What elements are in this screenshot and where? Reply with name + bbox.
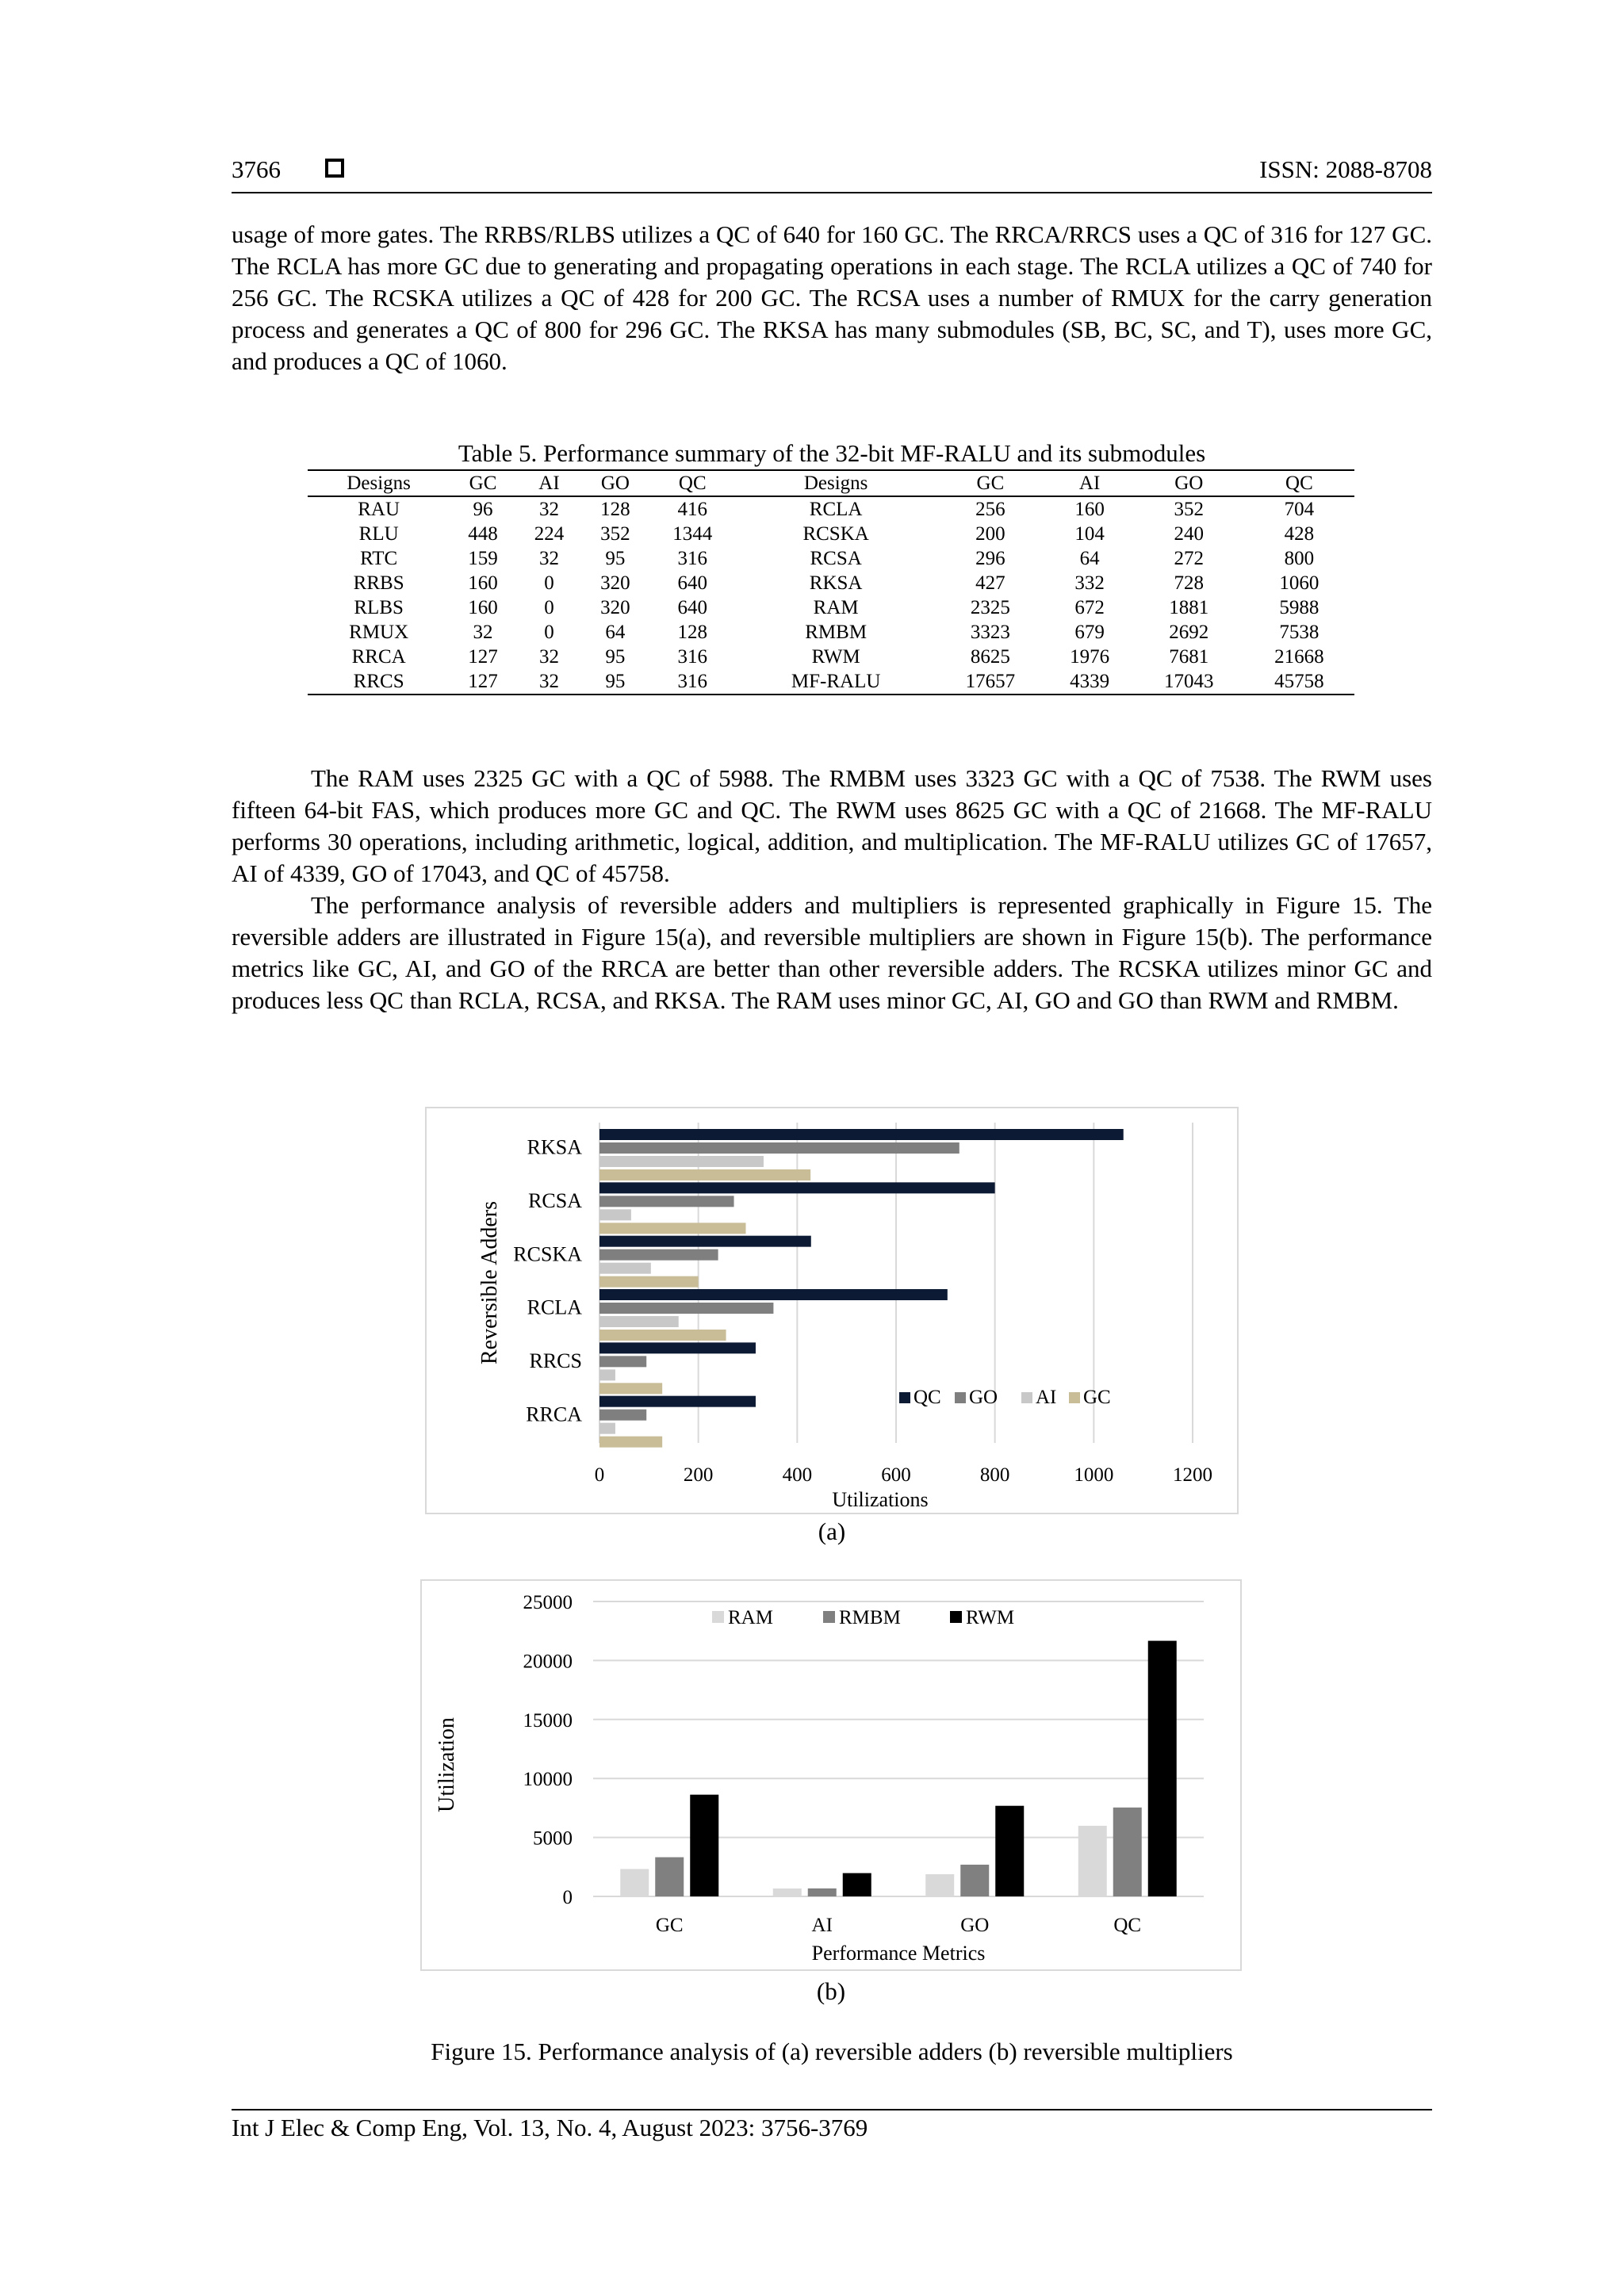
bar-ai-rrcs	[599, 1369, 615, 1380]
table-header-cell: GC	[450, 470, 515, 496]
table-cell: 672	[1074, 597, 1105, 618]
table-header-cell: GO	[582, 470, 648, 496]
table-cell: 428	[1284, 523, 1315, 545]
bar-rwm-gc	[690, 1795, 718, 1896]
y-category-label: RCLA	[527, 1295, 582, 1319]
table-cell: 316	[649, 669, 737, 695]
y-category-label: RCSA	[528, 1189, 582, 1212]
bar-ai-rrca	[599, 1423, 615, 1434]
bar-go-rcska	[599, 1249, 718, 1261]
table-header-cell: GO	[1134, 470, 1244, 496]
bar-qc-rcska	[599, 1236, 811, 1247]
bar-gc-rcsa	[599, 1223, 746, 1234]
table-row	[308, 571, 1354, 595]
legend-label: AI	[1036, 1387, 1057, 1408]
bar-qc-rrcs	[599, 1342, 756, 1353]
table-row	[308, 595, 1354, 620]
table-caption: Table 5. Performance summary of the 32-bit MF-RALU and its submodules	[458, 439, 1206, 467]
table-cell: RMUX	[349, 622, 409, 643]
chart-reversible-adders	[427, 1108, 1237, 1513]
bar-ram-qc	[1078, 1826, 1107, 1896]
table-cell: 95	[605, 646, 626, 668]
table-cell: 17657	[935, 669, 1045, 695]
bar-ram-gc	[620, 1869, 649, 1896]
table-cell: RCLA	[809, 499, 863, 520]
table-cell: RRCA	[351, 646, 406, 668]
table-cell: 0	[544, 597, 554, 618]
x-tick-label: 400	[782, 1464, 813, 1486]
table-cell: RLBS	[354, 597, 404, 618]
table-cell: 1060	[1279, 572, 1320, 594]
table-cell: 32	[538, 548, 559, 569]
table-cell: 1976	[1070, 646, 1110, 668]
table-cell: 96	[473, 499, 493, 520]
legend-label: GC	[1083, 1387, 1111, 1408]
bar-ai-rksa	[599, 1156, 764, 1167]
table-cell: 416	[677, 499, 708, 520]
legend-swatch-ram	[712, 1611, 724, 1623]
x-tick-label: 1200	[1173, 1464, 1212, 1486]
bar-ai-rcla	[599, 1316, 679, 1327]
table-cell: 3323	[970, 622, 1010, 643]
bar-gc-rrca	[599, 1437, 662, 1448]
table-cell: 640	[677, 572, 708, 594]
legend-label: QC	[914, 1387, 941, 1408]
bar-qc-rcsa	[599, 1182, 995, 1193]
table-cell: 352	[600, 523, 630, 545]
table-body	[308, 496, 1354, 695]
table-cell: 200	[975, 523, 1005, 545]
table-row	[308, 522, 1354, 546]
table-cell: 800	[1284, 548, 1315, 569]
table-cell: 352	[1174, 499, 1205, 520]
bar-rmbm-ai	[808, 1888, 837, 1896]
y-tick-label: 15000	[523, 1709, 573, 1732]
table-cell: 0	[544, 572, 554, 594]
table-row	[308, 669, 1354, 695]
table-cell: 21668	[1274, 646, 1324, 668]
bar-go-rksa	[599, 1142, 959, 1154]
table-cell: 679	[1074, 622, 1105, 643]
footer-rule	[232, 2109, 1432, 2110]
y-axis-label: Utilization	[435, 1717, 459, 1812]
x-category-label: AI	[811, 1915, 833, 1936]
bar-rmbm-go	[960, 1865, 989, 1896]
chart-a-frame	[425, 1107, 1239, 1514]
chart-a-sublabel: (a)	[818, 1517, 846, 1545]
y-category-label: RCSKA	[513, 1242, 582, 1266]
table-cell: RTC	[360, 548, 398, 569]
table-cell: 32	[473, 622, 493, 643]
legend-swatch-rwm	[950, 1611, 962, 1623]
y-tick-label: 5000	[533, 1827, 573, 1850]
table-cell: 272	[1174, 548, 1205, 569]
table-cell: RLU	[358, 523, 399, 545]
table-header-row	[308, 470, 1354, 496]
table-cell: 104	[1074, 523, 1105, 545]
table-header-cell: QC	[1244, 470, 1354, 496]
bar-go-rcla	[599, 1303, 773, 1314]
bar-ram-go	[925, 1874, 954, 1896]
table-cell: 32	[538, 646, 559, 668]
table-cell: 159	[468, 548, 498, 569]
table-cell: 17043	[1134, 669, 1244, 695]
x-category-label: QC	[1113, 1915, 1142, 1936]
bar-gc-rcla	[599, 1330, 726, 1341]
table-cell: MF-RALU	[737, 669, 935, 695]
legend-swatch-ai	[1021, 1392, 1032, 1403]
table-cell: 256	[975, 499, 1005, 520]
table-cell: 160	[468, 597, 498, 618]
paragraph-text: The RAM uses 2325 GC with a QC of 5988. The RMBM uses 3323 GC with a QC of 7538. The RWM uses fifteen 64-bit FAS, which produces more GC and QC. The RWM uses 8625 GC with a QC of 21668. The MF-RALU performs 30 operations, including arithmetic, logical, addition, and multiplication. The MF-RALU utilizes GC of 17657, AI of 4339, GO of 17043, and QC of 45758.	[232, 764, 1432, 887]
table-cell: 7681	[1169, 646, 1209, 668]
legend-swatch-go	[955, 1392, 966, 1403]
table-cell: 728	[1174, 572, 1205, 594]
table-cell: 32	[516, 669, 582, 695]
x-tick-label: 200	[683, 1464, 714, 1486]
x-tick-label: 600	[881, 1464, 911, 1486]
table-cell: 95	[605, 548, 626, 569]
table-cell: 95	[582, 669, 648, 695]
table-cell: 8625	[970, 646, 1010, 668]
bar-ai-rcsa	[599, 1209, 631, 1220]
y-tick-label: 25000	[523, 1592, 573, 1613]
page-header	[232, 155, 1432, 197]
body-paragraph-1	[232, 219, 1432, 377]
table-cell: 7538	[1279, 622, 1320, 643]
legend-swatch-rmbm	[823, 1611, 835, 1623]
table-cell: 32	[538, 499, 559, 520]
bar-rwm-qc	[1148, 1641, 1177, 1896]
y-tick-label: 20000	[523, 1651, 573, 1673]
table-cell: RCSA	[810, 548, 862, 569]
bar-gc-rksa	[599, 1169, 810, 1181]
bar-qc-rrca	[599, 1396, 756, 1407]
table-cell: 2325	[970, 597, 1010, 618]
legend-label: RAM	[728, 1607, 773, 1628]
table-cell: 2692	[1169, 622, 1209, 643]
table-header-cell: AI	[516, 470, 582, 496]
x-axis-label: Utilizations	[832, 1488, 929, 1511]
table-cell: 320	[600, 597, 630, 618]
table-cell: RCSKA	[802, 523, 869, 545]
table-cell: RRCS	[308, 669, 450, 695]
table-cell: 128	[600, 499, 630, 520]
bar-qc-rksa	[599, 1129, 1124, 1140]
table-cell: 640	[677, 597, 708, 618]
bar-rmbm-gc	[655, 1858, 684, 1896]
body-paragraph-2	[232, 763, 1432, 1016]
table-cell: 1881	[1169, 597, 1209, 618]
y-category-label: RRCA	[526, 1402, 582, 1426]
table-cell: 316	[677, 548, 708, 569]
bar-rwm-ai	[843, 1873, 871, 1896]
table-header-cell: GC	[935, 470, 1045, 496]
legend-label: GO	[969, 1387, 998, 1408]
table-cell: 427	[975, 572, 1005, 594]
table-cell: 224	[534, 523, 565, 545]
legend-swatch-qc	[899, 1392, 910, 1403]
table-row	[308, 645, 1354, 669]
x-tick-label: 800	[979, 1464, 1010, 1486]
bar-go-rcsa	[599, 1196, 734, 1207]
table-cell: 160	[1074, 499, 1105, 520]
x-tick-label: 1000	[1074, 1464, 1114, 1486]
table-row	[308, 546, 1354, 571]
page-footer: Int J Elec & Comp Eng, Vol. 13, No. 4, August 2023: 3756-3769	[232, 2114, 868, 2141]
table-cell: RAM	[813, 597, 859, 618]
table-cell: 316	[677, 646, 708, 668]
chart-b-sublabel: (b)	[816, 1977, 846, 2005]
table-header-cell: Designs	[308, 470, 450, 496]
table-row	[308, 620, 1354, 645]
figure-caption: Figure 15. Performance analysis of (a) reversible adders (b) reversible multipliers	[431, 2038, 1233, 2065]
y-tick-label: 10000	[523, 1769, 573, 1791]
bar-rwm-go	[995, 1806, 1024, 1896]
table-cell: 4339	[1045, 669, 1133, 695]
table-cell: 127	[468, 646, 498, 668]
table-cell: 332	[1074, 572, 1105, 594]
table-cell: 64	[605, 622, 626, 643]
table-cell: 45758	[1244, 669, 1354, 695]
table-cell: 128	[677, 622, 708, 643]
chart-reversible-multipliers	[422, 1581, 1240, 1969]
legend-label: RWM	[966, 1607, 1015, 1628]
table-header-cell: AI	[1045, 470, 1133, 496]
y-category-label: RRCS	[529, 1349, 582, 1372]
table-cell: 64	[1079, 548, 1100, 569]
y-tick-label: 0	[562, 1887, 573, 1908]
bar-gc-rcska	[599, 1276, 699, 1288]
square-icon	[325, 159, 344, 178]
chart-b-frame	[420, 1579, 1242, 1971]
x-category-label: GC	[655, 1915, 684, 1936]
bar-go-rrca	[599, 1410, 646, 1421]
table-cell: RKSA	[809, 572, 863, 594]
bar-ram-ai	[773, 1888, 802, 1896]
y-category-label: RKSA	[527, 1135, 582, 1159]
bar-rmbm-qc	[1113, 1808, 1142, 1896]
legend-swatch-gc	[1069, 1392, 1080, 1403]
table-cell: RAU	[358, 499, 400, 520]
bar-go-rrcs	[599, 1356, 646, 1367]
paragraph-text: usage of more gates. The RRBS/RLBS utilizes a QC of 640 for 160 GC. The RRCA/RRCS uses a QC of 316 for 127 GC. The RCLA has more GC due to generating and propagating operations in each stage. The RCLA utilizes a QC of 740 for 256 GC. The RCSKA utilizes a QC of 428 for 200 GC. The RCSA uses a number of RMUX for the carry generation process and generates a QC of 800 for 296 GC. The RKSA has many submodules (SB, BC, SC, and T), uses more GC, and produces a QC of 1060.	[232, 220, 1432, 375]
paragraph-text: The performance analysis of reversible adders and multipliers is represented graphically in Figure 15. The reversible adders are illustrated in Figure 15(a), and reversible multipliers are shown in Figure 15(b). The performance metrics like GC, AI, and GO of the RRCA are better than other reversible adders. The RCSKA utilizes minor GC and produces less QC than RCLA, RCSA, and RKSA. The RAM uses minor GC, AI, GO and GO than RWM and RMBM.	[232, 891, 1432, 1014]
table-cell: 127	[450, 669, 515, 695]
legend-label: RMBM	[839, 1607, 901, 1628]
table-cell: 1344	[672, 523, 713, 545]
issn-label: ISSN: 2088-8708	[1259, 155, 1432, 183]
table-cell: 5988	[1279, 597, 1320, 618]
table-cell: RRBS	[353, 572, 404, 594]
bar-ai-rcska	[599, 1263, 651, 1274]
table-row	[308, 496, 1354, 522]
table-header-cell: Designs	[737, 470, 935, 496]
table-cell: RWM	[811, 646, 860, 668]
performance-table	[308, 469, 1354, 695]
page-number: 3766	[232, 155, 281, 183]
x-axis-label: Performance Metrics	[811, 1942, 986, 1965]
table-cell: RMBM	[805, 622, 868, 643]
table-header-cell: QC	[649, 470, 737, 496]
table-cell: 0	[544, 622, 554, 643]
header-rule	[232, 192, 1432, 193]
table-cell: 704	[1284, 499, 1315, 520]
table-cell: 240	[1174, 523, 1205, 545]
table-cell: 160	[468, 572, 498, 594]
x-tick-label: 0	[594, 1464, 605, 1486]
table-cell: 448	[468, 523, 498, 545]
bar-qc-rcla	[599, 1289, 948, 1300]
bar-gc-rrcs	[599, 1383, 662, 1394]
y-axis-label: Reversible Adders	[477, 1200, 502, 1365]
x-category-label: GO	[960, 1915, 990, 1936]
table-cell: 320	[600, 572, 630, 594]
table-cell: 296	[975, 548, 1005, 569]
